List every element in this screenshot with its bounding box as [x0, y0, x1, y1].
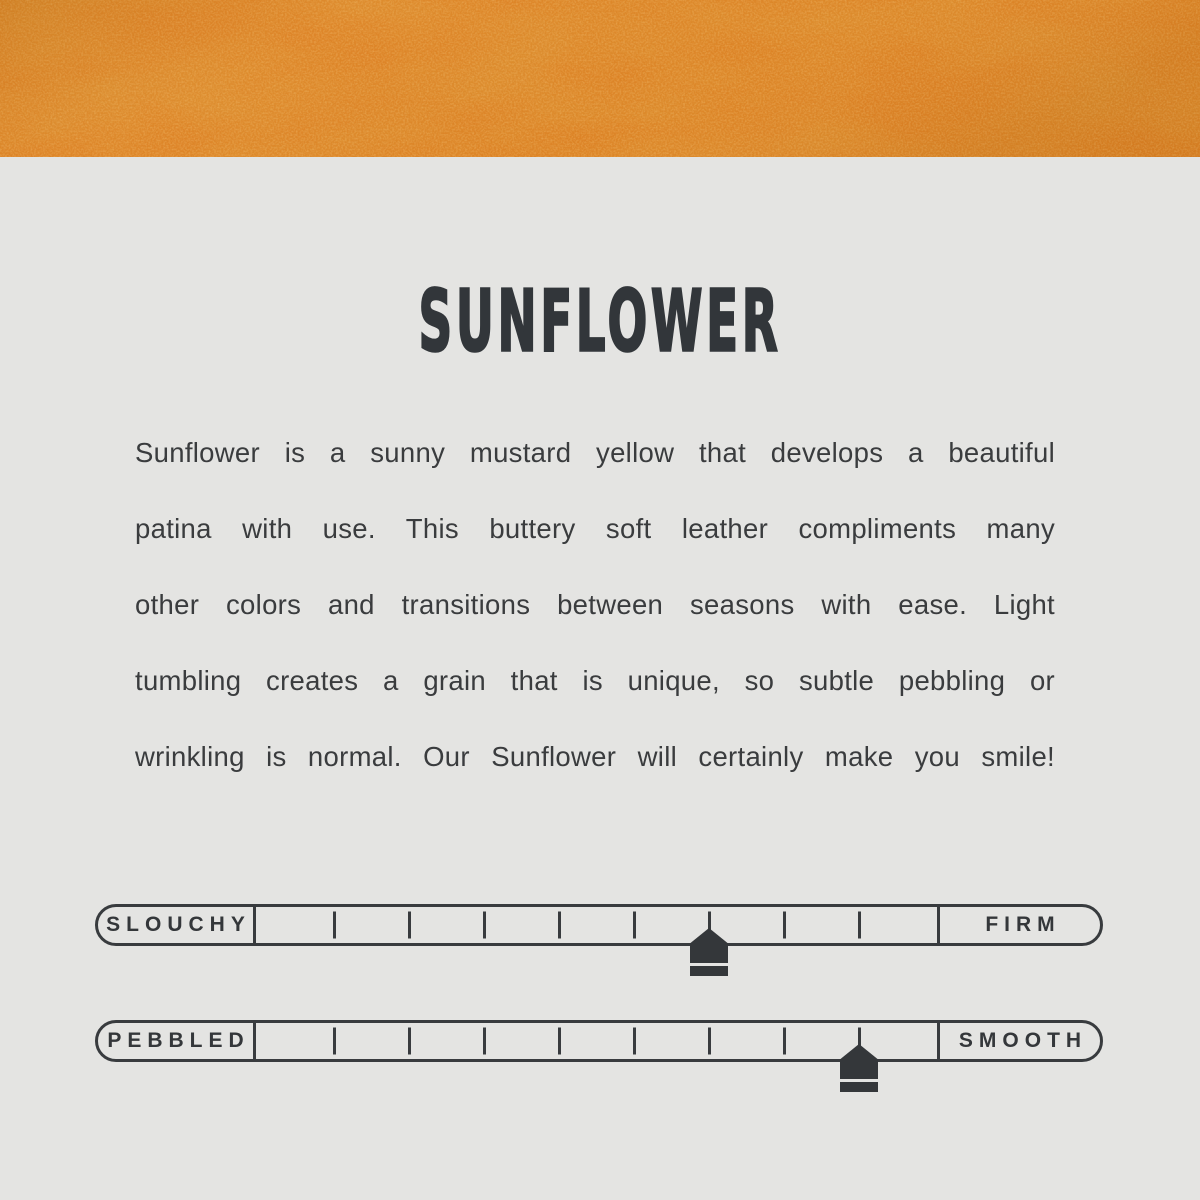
scale-tick [633, 912, 636, 939]
scale-tick [483, 1028, 486, 1055]
description-line: tumbling creates a grain that is unique, so subtle pebbling or [135, 665, 1055, 696]
scale-tick [333, 1028, 336, 1055]
scale-marker [840, 1044, 878, 1092]
description-line: Sunflower is a sunny mustard yellow that develops a beautiful [135, 437, 1055, 468]
description-line: wrinkling is normal. Our Sunflower will certainly make you smile! [135, 741, 1055, 772]
scale-tick [558, 912, 561, 939]
scale-slouchy-firm [95, 904, 1103, 946]
page-title [0, 273, 1200, 372]
description-line: other colors and transitions between seasons with ease. Light [135, 589, 1055, 620]
scale-tick [633, 1028, 636, 1055]
scale-tick [408, 1028, 411, 1055]
scale-tick [333, 912, 336, 939]
scale-marker [690, 928, 728, 976]
scale-marker-pointer-icon [690, 928, 728, 963]
scale-tick [858, 912, 861, 939]
leather-texture-image [0, 0, 1200, 157]
scale-tick [783, 1028, 786, 1055]
scale-max-label: SMOOTH [937, 1023, 1100, 1059]
scale-marker-pointer-icon [840, 1044, 878, 1079]
scale-tick [483, 912, 486, 939]
scale-min-label: PEBBLED [98, 1023, 256, 1059]
scale-tick [783, 912, 786, 939]
scale-marker-underline [690, 966, 728, 976]
scale-tick [558, 1028, 561, 1055]
scale-min-label: SLOUCHY [98, 907, 256, 943]
leather-swatch [0, 0, 1200, 157]
scale-tick [408, 912, 411, 939]
description-line: patina with use. This buttery soft leather compliments many [135, 513, 1055, 544]
scale-max-label: FIRM [937, 907, 1100, 943]
color-description [135, 415, 1055, 795]
scale-tick [708, 1028, 711, 1055]
scale-marker-underline [840, 1082, 878, 1092]
scale-pebbled-smooth [95, 1020, 1103, 1062]
color-name: SUNFLOWER [418, 273, 782, 372]
